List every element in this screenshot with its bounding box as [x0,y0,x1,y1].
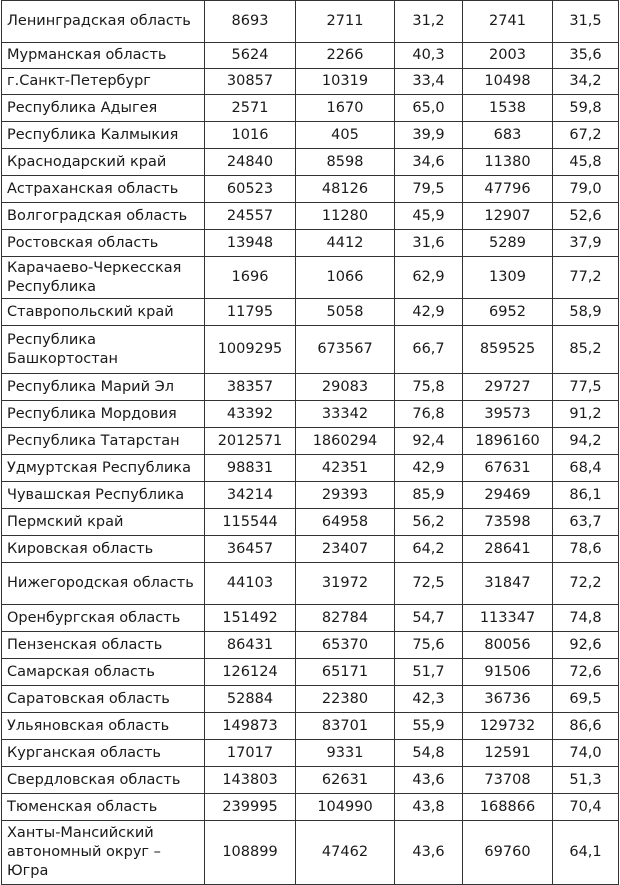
region-name-cell: Пермский край [2,509,205,536]
value-cell-c4: 69760 [463,821,553,885]
value-cell-c1: 44103 [205,563,296,605]
value-cell-c3: 54,8 [395,740,463,767]
region-name-cell: Свердловская область [2,767,205,794]
region-name-cell: Ставропольский край [2,299,205,326]
table-row [2,455,619,482]
value-cell-c5: 77,5 [553,374,619,401]
value-cell-c3: 66,7 [395,326,463,374]
value-cell-c2: 29083 [296,374,395,401]
value-cell-c4: 67631 [463,455,553,482]
value-cell-c4: 859525 [463,326,553,374]
region-name-cell: Саратовская область [2,686,205,713]
value-cell-c1: 11795 [205,299,296,326]
value-cell-c2: 104990 [296,794,395,821]
value-cell-c2: 1860294 [296,428,395,455]
table-row [2,740,619,767]
value-cell-c3: 33,4 [395,69,463,95]
value-cell-c1: 126124 [205,659,296,686]
value-cell-c5: 72,6 [553,659,619,686]
value-cell-c5: 70,4 [553,794,619,821]
value-cell-c5: 63,7 [553,509,619,536]
region-name-cell: Ханты-Мансийский автономный округ – Югра [2,821,205,885]
table-body [2,1,619,885]
value-cell-c3: 56,2 [395,509,463,536]
region-name-cell: Ульяновская область [2,713,205,740]
table-row [2,767,619,794]
region-name-cell: г.Санкт-Петербург [2,69,205,95]
table-row [2,176,619,203]
value-cell-c4: 2741 [463,1,553,43]
value-cell-c2: 65370 [296,632,395,659]
value-cell-c2: 673567 [296,326,395,374]
value-cell-c1: 30857 [205,69,296,95]
value-cell-c2: 33342 [296,401,395,428]
value-cell-c5: 35,6 [553,43,619,69]
value-cell-c5: 78,6 [553,536,619,563]
table-row [2,401,619,428]
value-cell-c4: 1309 [463,257,553,299]
value-cell-c3: 64,2 [395,536,463,563]
region-name-cell: Республика Калмыкия [2,122,205,149]
region-name-cell: Нижегородская область [2,563,205,605]
value-cell-c5: 69,5 [553,686,619,713]
value-cell-c1: 1696 [205,257,296,299]
value-cell-c2: 31972 [296,563,395,605]
value-cell-c4: 29469 [463,482,553,509]
value-cell-c3: 76,8 [395,401,463,428]
region-data-table [1,0,619,885]
value-cell-c5: 91,2 [553,401,619,428]
value-cell-c3: 65,0 [395,95,463,122]
table-row [2,536,619,563]
value-cell-c3: 45,9 [395,203,463,230]
table-row [2,69,619,95]
value-cell-c5: 74,0 [553,740,619,767]
value-cell-c2: 62631 [296,767,395,794]
value-cell-c5: 37,9 [553,230,619,257]
value-cell-c1: 13948 [205,230,296,257]
value-cell-c5: 72,2 [553,563,619,605]
value-cell-c2: 8598 [296,149,395,176]
value-cell-c5: 85,2 [553,326,619,374]
value-cell-c3: 39,9 [395,122,463,149]
value-cell-c4: 683 [463,122,553,149]
value-cell-c3: 51,7 [395,659,463,686]
region-name-cell: Астраханская область [2,176,205,203]
value-cell-c3: 54,7 [395,605,463,632]
value-cell-c3: 31,6 [395,230,463,257]
value-cell-c1: 34214 [205,482,296,509]
value-cell-c3: 72,5 [395,563,463,605]
value-cell-c2: 23407 [296,536,395,563]
table-row [2,326,619,374]
table-row [2,1,619,43]
value-cell-c4: 11380 [463,149,553,176]
value-cell-c3: 62,9 [395,257,463,299]
region-name-cell: Кировская область [2,536,205,563]
value-cell-c2: 82784 [296,605,395,632]
value-cell-c3: 43,8 [395,794,463,821]
value-cell-c3: 42,9 [395,455,463,482]
table-row [2,374,619,401]
value-cell-c1: 2012571 [205,428,296,455]
value-cell-c5: 31,5 [553,1,619,43]
table-row [2,482,619,509]
value-cell-c5: 94,2 [553,428,619,455]
region-name-cell: Республика Марий Эл [2,374,205,401]
value-cell-c5: 68,4 [553,455,619,482]
value-cell-c5: 51,3 [553,767,619,794]
value-cell-c1: 115544 [205,509,296,536]
value-cell-c3: 31,2 [395,1,463,43]
value-cell-c3: 34,6 [395,149,463,176]
region-name-cell: Пензенская область [2,632,205,659]
value-cell-c4: 39573 [463,401,553,428]
value-cell-c5: 67,2 [553,122,619,149]
value-cell-c2: 29393 [296,482,395,509]
value-cell-c2: 48126 [296,176,395,203]
value-cell-c3: 43,6 [395,767,463,794]
value-cell-c3: 92,4 [395,428,463,455]
value-cell-c3: 75,6 [395,632,463,659]
value-cell-c4: 168866 [463,794,553,821]
value-cell-c1: 24840 [205,149,296,176]
table-row [2,149,619,176]
value-cell-c4: 73598 [463,509,553,536]
value-cell-c3: 42,3 [395,686,463,713]
value-cell-c2: 65171 [296,659,395,686]
value-cell-c2: 2711 [296,1,395,43]
value-cell-c3: 55,9 [395,713,463,740]
table-row [2,203,619,230]
value-cell-c4: 1538 [463,95,553,122]
table-row [2,95,619,122]
table-row [2,428,619,455]
table-row [2,659,619,686]
value-cell-c4: 5289 [463,230,553,257]
value-cell-c4: 10498 [463,69,553,95]
value-cell-c4: 36736 [463,686,553,713]
value-cell-c1: 2571 [205,95,296,122]
value-cell-c1: 1009295 [205,326,296,374]
region-name-cell: Оренбургская область [2,605,205,632]
value-cell-c1: 149873 [205,713,296,740]
value-cell-c5: 79,0 [553,176,619,203]
region-name-cell: Курганская область [2,740,205,767]
value-cell-c5: 45,8 [553,149,619,176]
value-cell-c1: 43392 [205,401,296,428]
value-cell-c1: 36457 [205,536,296,563]
value-cell-c1: 24557 [205,203,296,230]
table-row [2,299,619,326]
region-name-cell: Мурманская область [2,43,205,69]
table-row [2,632,619,659]
table-row [2,821,619,885]
region-name-cell: Республика Мордовия [2,401,205,428]
value-cell-c5: 86,6 [553,713,619,740]
value-cell-c1: 38357 [205,374,296,401]
table-row [2,605,619,632]
value-cell-c5: 64,1 [553,821,619,885]
value-cell-c5: 77,2 [553,257,619,299]
value-cell-c3: 40,3 [395,43,463,69]
value-cell-c2: 47462 [296,821,395,885]
region-name-cell: Республика Адыгея [2,95,205,122]
value-cell-c3: 85,9 [395,482,463,509]
value-cell-c1: 5624 [205,43,296,69]
value-cell-c3: 42,9 [395,299,463,326]
region-name-cell: Ростовская область [2,230,205,257]
region-name-cell: Республика Татарстан [2,428,205,455]
value-cell-c2: 5058 [296,299,395,326]
value-cell-c4: 73708 [463,767,553,794]
table-row [2,686,619,713]
region-name-cell: Удмуртская Республика [2,455,205,482]
value-cell-c4: 12591 [463,740,553,767]
value-cell-c4: 1896160 [463,428,553,455]
table-row [2,230,619,257]
value-cell-c5: 86,1 [553,482,619,509]
value-cell-c4: 6952 [463,299,553,326]
region-name-cell: Самарская область [2,659,205,686]
value-cell-c1: 239995 [205,794,296,821]
value-cell-c1: 143803 [205,767,296,794]
value-cell-c5: 92,6 [553,632,619,659]
value-cell-c2: 1670 [296,95,395,122]
value-cell-c2: 64958 [296,509,395,536]
value-cell-c2: 2266 [296,43,395,69]
value-cell-c1: 1016 [205,122,296,149]
value-cell-c4: 12907 [463,203,553,230]
value-cell-c5: 58,9 [553,299,619,326]
region-name-cell: Карачаево-Черкесская Республика [2,257,205,299]
table-row [2,257,619,299]
value-cell-c4: 91506 [463,659,553,686]
region-name-cell: Ленинградская область [2,1,205,43]
value-cell-c3: 79,5 [395,176,463,203]
value-cell-c2: 10319 [296,69,395,95]
value-cell-c4: 2003 [463,43,553,69]
value-cell-c5: 74,8 [553,605,619,632]
value-cell-c1: 98831 [205,455,296,482]
value-cell-c1: 17017 [205,740,296,767]
value-cell-c1: 151492 [205,605,296,632]
value-cell-c2: 22380 [296,686,395,713]
value-cell-c5: 34,2 [553,69,619,95]
region-name-cell: Республика Башкортостан [2,326,205,374]
value-cell-c3: 75,8 [395,374,463,401]
value-cell-c4: 129732 [463,713,553,740]
value-cell-c5: 59,8 [553,95,619,122]
region-name-cell: Волгоградская область [2,203,205,230]
table-row [2,794,619,821]
value-cell-c1: 8693 [205,1,296,43]
value-cell-c2: 83701 [296,713,395,740]
value-cell-c2: 9331 [296,740,395,767]
region-name-cell: Краснодарский край [2,149,205,176]
value-cell-c4: 31847 [463,563,553,605]
table-row [2,713,619,740]
table-row [2,122,619,149]
table-row [2,509,619,536]
value-cell-c1: 86431 [205,632,296,659]
value-cell-c5: 52,6 [553,203,619,230]
table-row [2,43,619,69]
value-cell-c4: 47796 [463,176,553,203]
value-cell-c2: 11280 [296,203,395,230]
value-cell-c2: 4412 [296,230,395,257]
value-cell-c2: 1066 [296,257,395,299]
value-cell-c1: 108899 [205,821,296,885]
value-cell-c3: 43,6 [395,821,463,885]
value-cell-c1: 60523 [205,176,296,203]
value-cell-c4: 80056 [463,632,553,659]
value-cell-c1: 52884 [205,686,296,713]
value-cell-c4: 28641 [463,536,553,563]
region-name-cell: Чувашская Республика [2,482,205,509]
table-row [2,563,619,605]
value-cell-c4: 113347 [463,605,553,632]
value-cell-c2: 42351 [296,455,395,482]
value-cell-c4: 29727 [463,374,553,401]
value-cell-c2: 405 [296,122,395,149]
region-name-cell: Тюменская область [2,794,205,821]
